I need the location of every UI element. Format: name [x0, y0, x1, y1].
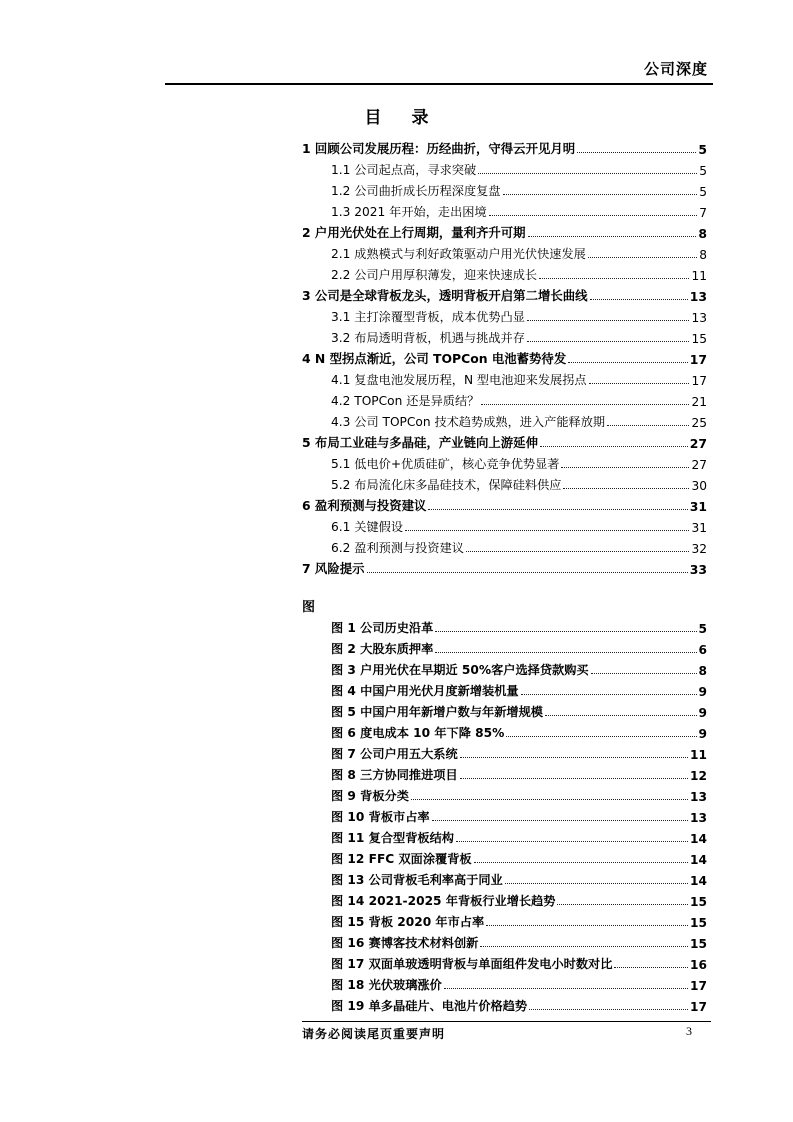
- toc-entry-title: 1.1 公司起点高，寻求突破: [331, 163, 477, 177]
- toc-entry-page: 17: [691, 374, 707, 388]
- figure-entry[interactable]: [331, 867, 707, 888]
- figure-entry[interactable]: [331, 741, 707, 762]
- figure-entry-page: 15: [690, 895, 707, 909]
- dot-leader: [466, 551, 690, 552]
- figure-entry[interactable]: [331, 783, 707, 804]
- toc-entry[interactable]: [302, 262, 707, 283]
- figure-entry-title: 图 2 大股东质押率: [331, 642, 434, 656]
- toc-entry-page: 5: [698, 142, 707, 157]
- toc-entry-title: 4 N 型拐点渐近，公司 TOPCon 电池蓄势待发: [302, 351, 567, 366]
- figure-entry-page: 16: [690, 958, 707, 972]
- figure-entry[interactable]: [331, 657, 707, 678]
- dot-leader: [506, 736, 696, 737]
- dot-leader: [563, 488, 689, 489]
- figure-entry-title: 图 3 户用光伏在早期近 50%客户选择贷款购买: [331, 663, 589, 677]
- figure-entry[interactable]: [331, 762, 707, 783]
- figure-entry-page: 9: [698, 685, 707, 699]
- figure-entry-title: 图 15 背板 2020 年市占率: [331, 915, 485, 929]
- toc-entry-page: 17: [689, 352, 707, 367]
- toc-entry[interactable]: [302, 157, 707, 178]
- dot-leader: [505, 883, 688, 884]
- toc-title: 目 录: [364, 108, 441, 128]
- dot-leader: [607, 425, 689, 426]
- figure-entry[interactable]: [331, 846, 707, 867]
- dot-leader: [589, 383, 690, 384]
- dot-leader: [480, 946, 688, 947]
- toc-entry[interactable]: [302, 409, 707, 430]
- figure-entry[interactable]: [331, 888, 707, 909]
- figure-list-heading: 图: [302, 600, 316, 615]
- toc-entry[interactable]: [302, 430, 707, 451]
- dot-leader: [474, 862, 688, 863]
- toc-entry[interactable]: [302, 514, 707, 535]
- toc-entry-title: 5.2 布局流化床多晶硅技术，保障硅料供应: [331, 478, 562, 492]
- figure-entry[interactable]: [331, 636, 707, 657]
- toc-entry-title: 6 盈利预测与投资建议: [302, 498, 427, 513]
- dot-leader: [590, 299, 688, 300]
- dot-leader: [591, 673, 697, 674]
- dot-leader: [539, 278, 689, 279]
- dot-leader: [545, 715, 697, 716]
- dot-leader: [588, 257, 697, 258]
- dot-leader: [405, 530, 689, 531]
- toc-entry-page: 27: [691, 458, 707, 472]
- dot-leader: [489, 215, 698, 216]
- figure-entry-title: 图 6 度电成本 10 年下降 85%: [331, 726, 505, 740]
- figure-entry-page: 15: [690, 937, 707, 951]
- footer-page-number: 3: [686, 1024, 692, 1038]
- figure-entry-page: 5: [698, 622, 707, 636]
- figure-entry-page: 15: [690, 916, 707, 930]
- toc-entry-page: 7: [699, 206, 707, 220]
- figure-entry-title: 图 17 双面单玻透明背板与单面组件发电小时数对比: [331, 957, 613, 971]
- figure-entry-title: 图 18 光伏玻璃涨价: [331, 978, 442, 992]
- toc-entry-page: 13: [689, 289, 707, 304]
- toc-entry-title: 6.2 盈利预测与投资建议: [331, 541, 464, 555]
- figure-entry-title: 图 14 2021-2025 年背板行业增长趋势: [331, 894, 556, 908]
- dot-leader: [411, 799, 688, 800]
- toc-entry-page: 15: [691, 332, 707, 346]
- toc-entry-title: 1.2 公司曲折成长历程深度复盘: [331, 184, 501, 198]
- toc-entry-title: 7 风险提示: [302, 561, 365, 576]
- toc-entry-page: 5: [699, 185, 707, 199]
- figure-entry-title: 图 7 公司户用五大系统: [331, 747, 458, 761]
- toc-entry-title: 3.1 主打涂覆型背板，成本优势凸显: [331, 310, 525, 324]
- toc-entry-title: 1.3 2021 年开始，走出困境: [331, 205, 487, 219]
- figure-entry-title: 图 19 单多晶硅片、电池片价格趋势: [331, 999, 528, 1013]
- figure-entry-title: 图 10 背板市占率: [331, 810, 430, 824]
- dot-leader: [521, 694, 697, 695]
- dot-leader: [528, 236, 697, 237]
- figure-entry-title: 图 13 公司背板毛利率高于同业: [331, 873, 503, 887]
- figure-entry-title: 图 9 背板分类: [331, 789, 409, 803]
- toc-entry-title: 4.3 公司 TOPCon 技术趋势成熟，进入产能释放期: [331, 415, 606, 429]
- dot-leader: [444, 988, 688, 989]
- dot-leader: [486, 925, 688, 926]
- toc-entry-title: 3.2 布局透明背板，机遇与挑战并存: [331, 331, 525, 345]
- toc-entry[interactable]: [302, 388, 707, 409]
- footer-disclaimer: 请务必阅读尾页重要声明: [302, 1027, 446, 1041]
- toc-entry[interactable]: [302, 136, 707, 157]
- figure-entry-page: 14: [690, 853, 707, 867]
- toc-entry[interactable]: [302, 199, 707, 220]
- toc-entry-page: 25: [691, 416, 707, 430]
- dot-leader: [428, 509, 687, 510]
- figure-entry-title: 图 1 公司历史沿革: [331, 621, 434, 635]
- figure-entry[interactable]: [331, 678, 707, 699]
- toc-entry[interactable]: [302, 283, 707, 304]
- toc-entry-page: 30: [691, 479, 707, 493]
- footer-rule: [302, 1021, 711, 1022]
- toc-entry[interactable]: [302, 178, 707, 199]
- dot-leader: [456, 841, 688, 842]
- dot-leader: [529, 1009, 688, 1010]
- figure-entry-title: 图 4 中国户用光伏月度新增装机量: [331, 684, 519, 698]
- toc-entry[interactable]: [302, 493, 707, 514]
- dot-leader: [568, 362, 688, 363]
- dot-leader: [435, 631, 696, 632]
- figure-list: [331, 615, 707, 1014]
- figure-entry-page: 13: [690, 790, 707, 804]
- figure-entry-title: 图 11 复合型背板结构: [331, 831, 454, 845]
- toc-entry-title: 4.1 复盘电池发展历程，N 型电池迎来发展拐点: [331, 373, 587, 387]
- dot-leader: [557, 904, 688, 905]
- figure-entry[interactable]: [331, 720, 707, 741]
- figure-entry-title: 图 12 FFC 双面涂覆背板: [331, 852, 472, 866]
- figure-entry[interactable]: [331, 699, 707, 720]
- toc-entry[interactable]: [302, 325, 707, 346]
- dot-leader: [527, 320, 690, 321]
- figure-entry-page: 11: [690, 748, 707, 762]
- toc-entry-page: 21: [691, 395, 707, 409]
- dot-leader: [432, 820, 688, 821]
- dot-leader: [527, 341, 690, 342]
- figure-entry-page: 14: [690, 832, 707, 846]
- header-rule: [165, 83, 713, 85]
- figure-entry-page: 9: [698, 727, 707, 741]
- figure-entry-title: 图 16 赛博客技术材料创新: [331, 936, 479, 950]
- dot-leader: [460, 757, 688, 758]
- toc-entry[interactable]: [302, 304, 707, 325]
- toc-entry-title: 4.2 TOPCon 还是异质结？: [331, 394, 480, 408]
- toc-entry-title: 2.2 公司户用厚积薄发，迎来快速成长: [331, 268, 538, 282]
- toc-entry[interactable]: [302, 556, 707, 577]
- toc-list: [302, 136, 707, 577]
- figure-entry-page: 17: [690, 979, 707, 993]
- figure-entry[interactable]: [331, 930, 707, 951]
- toc-entry[interactable]: [302, 367, 707, 388]
- dot-leader: [503, 194, 698, 195]
- dot-leader: [435, 652, 696, 653]
- figure-entry-page: 9: [698, 706, 707, 720]
- toc-entry-title: 5 布局工业硅与多晶硅，产业链向上游延伸: [302, 435, 538, 450]
- figure-entry-page: 13: [690, 811, 707, 825]
- figure-entry[interactable]: [331, 951, 707, 972]
- figure-entry-page: 17: [690, 1000, 707, 1014]
- dot-leader: [460, 778, 688, 779]
- toc-entry[interactable]: [302, 472, 707, 493]
- toc-entry-page: 5: [699, 164, 707, 178]
- toc-entry-page: 27: [689, 436, 707, 451]
- dot-leader: [367, 572, 688, 573]
- dot-leader: [481, 404, 689, 405]
- figure-entry[interactable]: [331, 825, 707, 846]
- figure-entry-title: 图 5 中国户用年新增户数与年新增规模: [331, 705, 543, 719]
- toc-entry-page: 8: [699, 248, 707, 262]
- dot-leader: [478, 173, 697, 174]
- toc-entry[interactable]: [302, 346, 707, 367]
- dot-leader: [577, 152, 696, 153]
- dot-leader: [561, 467, 689, 468]
- figure-entry[interactable]: [331, 993, 707, 1014]
- toc-entry[interactable]: [302, 451, 707, 472]
- toc-entry-page: 13: [691, 311, 707, 325]
- figure-entry[interactable]: [331, 804, 707, 825]
- toc-entry-page: 33: [689, 562, 707, 577]
- toc-entry[interactable]: [302, 535, 707, 556]
- figure-entry[interactable]: [331, 972, 707, 993]
- toc-entry[interactable]: [302, 241, 707, 262]
- toc-entry-page: 31: [689, 499, 707, 514]
- figure-entry-page: 8: [698, 664, 707, 678]
- toc-entry-page: 8: [698, 226, 707, 241]
- figure-entry-page: 12: [690, 769, 707, 783]
- dot-leader: [614, 967, 688, 968]
- toc-entry-title: 2.1 成熟模式与利好政策驱动户用光伏快速发展: [331, 247, 586, 261]
- dot-leader: [540, 446, 688, 447]
- toc-entry[interactable]: [302, 220, 707, 241]
- figure-entry-page: 6: [698, 643, 707, 657]
- toc-entry-title: 6.1 关键假设: [331, 520, 404, 534]
- toc-entry-title: 5.1 低电价+优质硅矿，核心竞争优势显著: [331, 457, 560, 471]
- figure-entry-page: 14: [690, 874, 707, 888]
- toc-entry-title: 3 公司是全球背板龙头，透明背板开启第二增长曲线: [302, 288, 588, 303]
- toc-entry-title: 1 回顾公司发展历程：历经曲折，守得云开见月明: [302, 141, 576, 156]
- toc-entry-title: 2 户用光伏处在上行周期，量利齐升可期: [302, 225, 526, 240]
- header-label: 公司深度: [643, 60, 708, 78]
- figure-entry[interactable]: [331, 909, 707, 930]
- toc-entry-page: 11: [691, 269, 707, 283]
- figure-entry-title: 图 8 三方协同推进项目: [331, 768, 458, 782]
- figure-entry[interactable]: [331, 615, 707, 636]
- toc-entry-page: 32: [691, 542, 707, 556]
- toc-entry-page: 31: [691, 521, 707, 535]
